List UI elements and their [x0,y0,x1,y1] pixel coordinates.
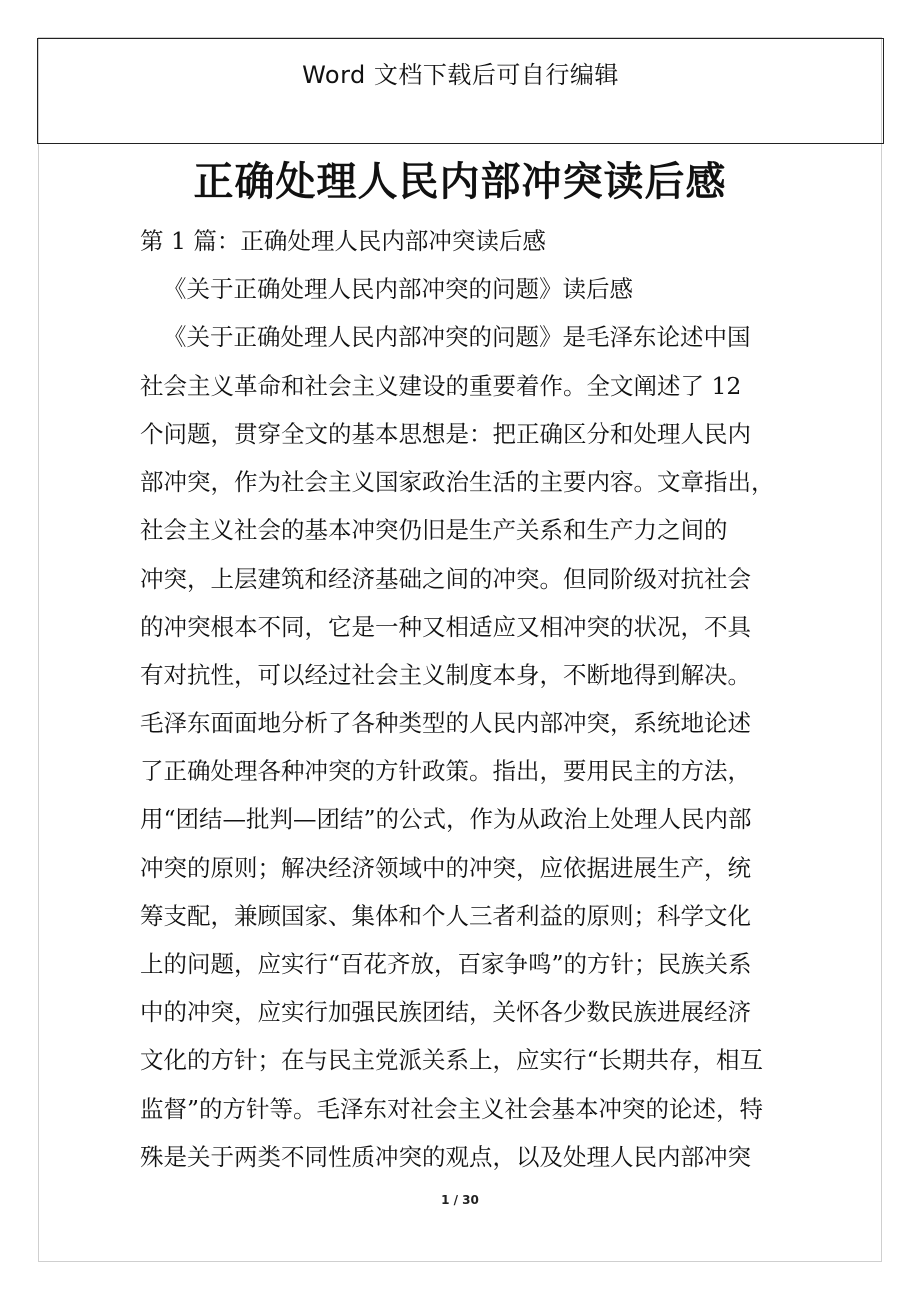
paragraph-line: 筹支配，兼顾国家、集体和个人三者利益的原则；科学文化 [140,902,751,930]
header-text: Word 文档下载后可自行编辑 [302,61,619,89]
paragraph-line: 上的问题，应实行“百花齐放，百家争鸣”的方针；民族关系 [140,950,752,978]
paragraph-line: 用“团结—批判—团结”的公式，作为从政治上处理人民内部 [140,805,752,833]
paragraph-line: 殊是关于两类不同性质冲突的观点，以及处理人民内部冲突 [140,1143,751,1171]
paragraph-line: 社会主义革命和社会主义建设的重要着作。全文阐述了 12 [140,372,742,400]
page-number: 1 / 30 [441,1193,479,1207]
subtitle-line: 《关于正确处理人民内部冲突的问题》读后感 [163,275,633,303]
document-title: 正确处理人民内部冲突读后感 [193,158,727,205]
paragraph-line: 毛泽东面面地分析了各种类型的人民内部冲突，系统地论述 [140,709,751,737]
paragraph-line: 监督”的方针等。毛泽东对社会主义社会基本冲突的论述，特 [140,1095,764,1123]
paragraph-line: 的冲突根本不同，它是一种又相适应又相冲突的状况，不具 [140,613,751,641]
header-box [37,38,884,144]
paragraph-line: 中的冲突，应实行加强民族团结，关怀各少数民族进展经济 [140,998,751,1026]
paragraph-line: 部冲突，作为社会主义国家政治生活的主要内容。文章指出， [140,468,775,496]
section-heading: 第 1 篇：正确处理人民内部冲突读后感 [140,227,546,255]
paragraph-line: 冲突，上层建筑和经济基础之间的冲突。但同阶级对抗社会 [140,565,751,593]
paragraph-line: 了正确处理各种冲突的方针政策。指出，要用民主的方法， [140,757,751,785]
paragraph-line: 有对抗性，可以经过社会主义制度本身，不断地得到解决。 [140,661,751,689]
paragraph-line: 冲突的原则；解决经济领域中的冲突，应依据进展生产，统 [140,854,751,882]
paragraph-line: 个问题，贯穿全文的基本思想是：把正确区分和处理人民内 [140,420,751,448]
paragraph-line: 社会主义社会的基本冲突仍旧是生产关系和生产力之间的 [140,516,728,544]
page-frame [38,37,882,1262]
paragraph-line: 文化的方针；在与民主党派关系上，应实行“长期共存，相互 [140,1046,764,1074]
paragraph-line: 《关于正确处理人民内部冲突的问题》是毛泽东论述中国 [163,323,751,351]
